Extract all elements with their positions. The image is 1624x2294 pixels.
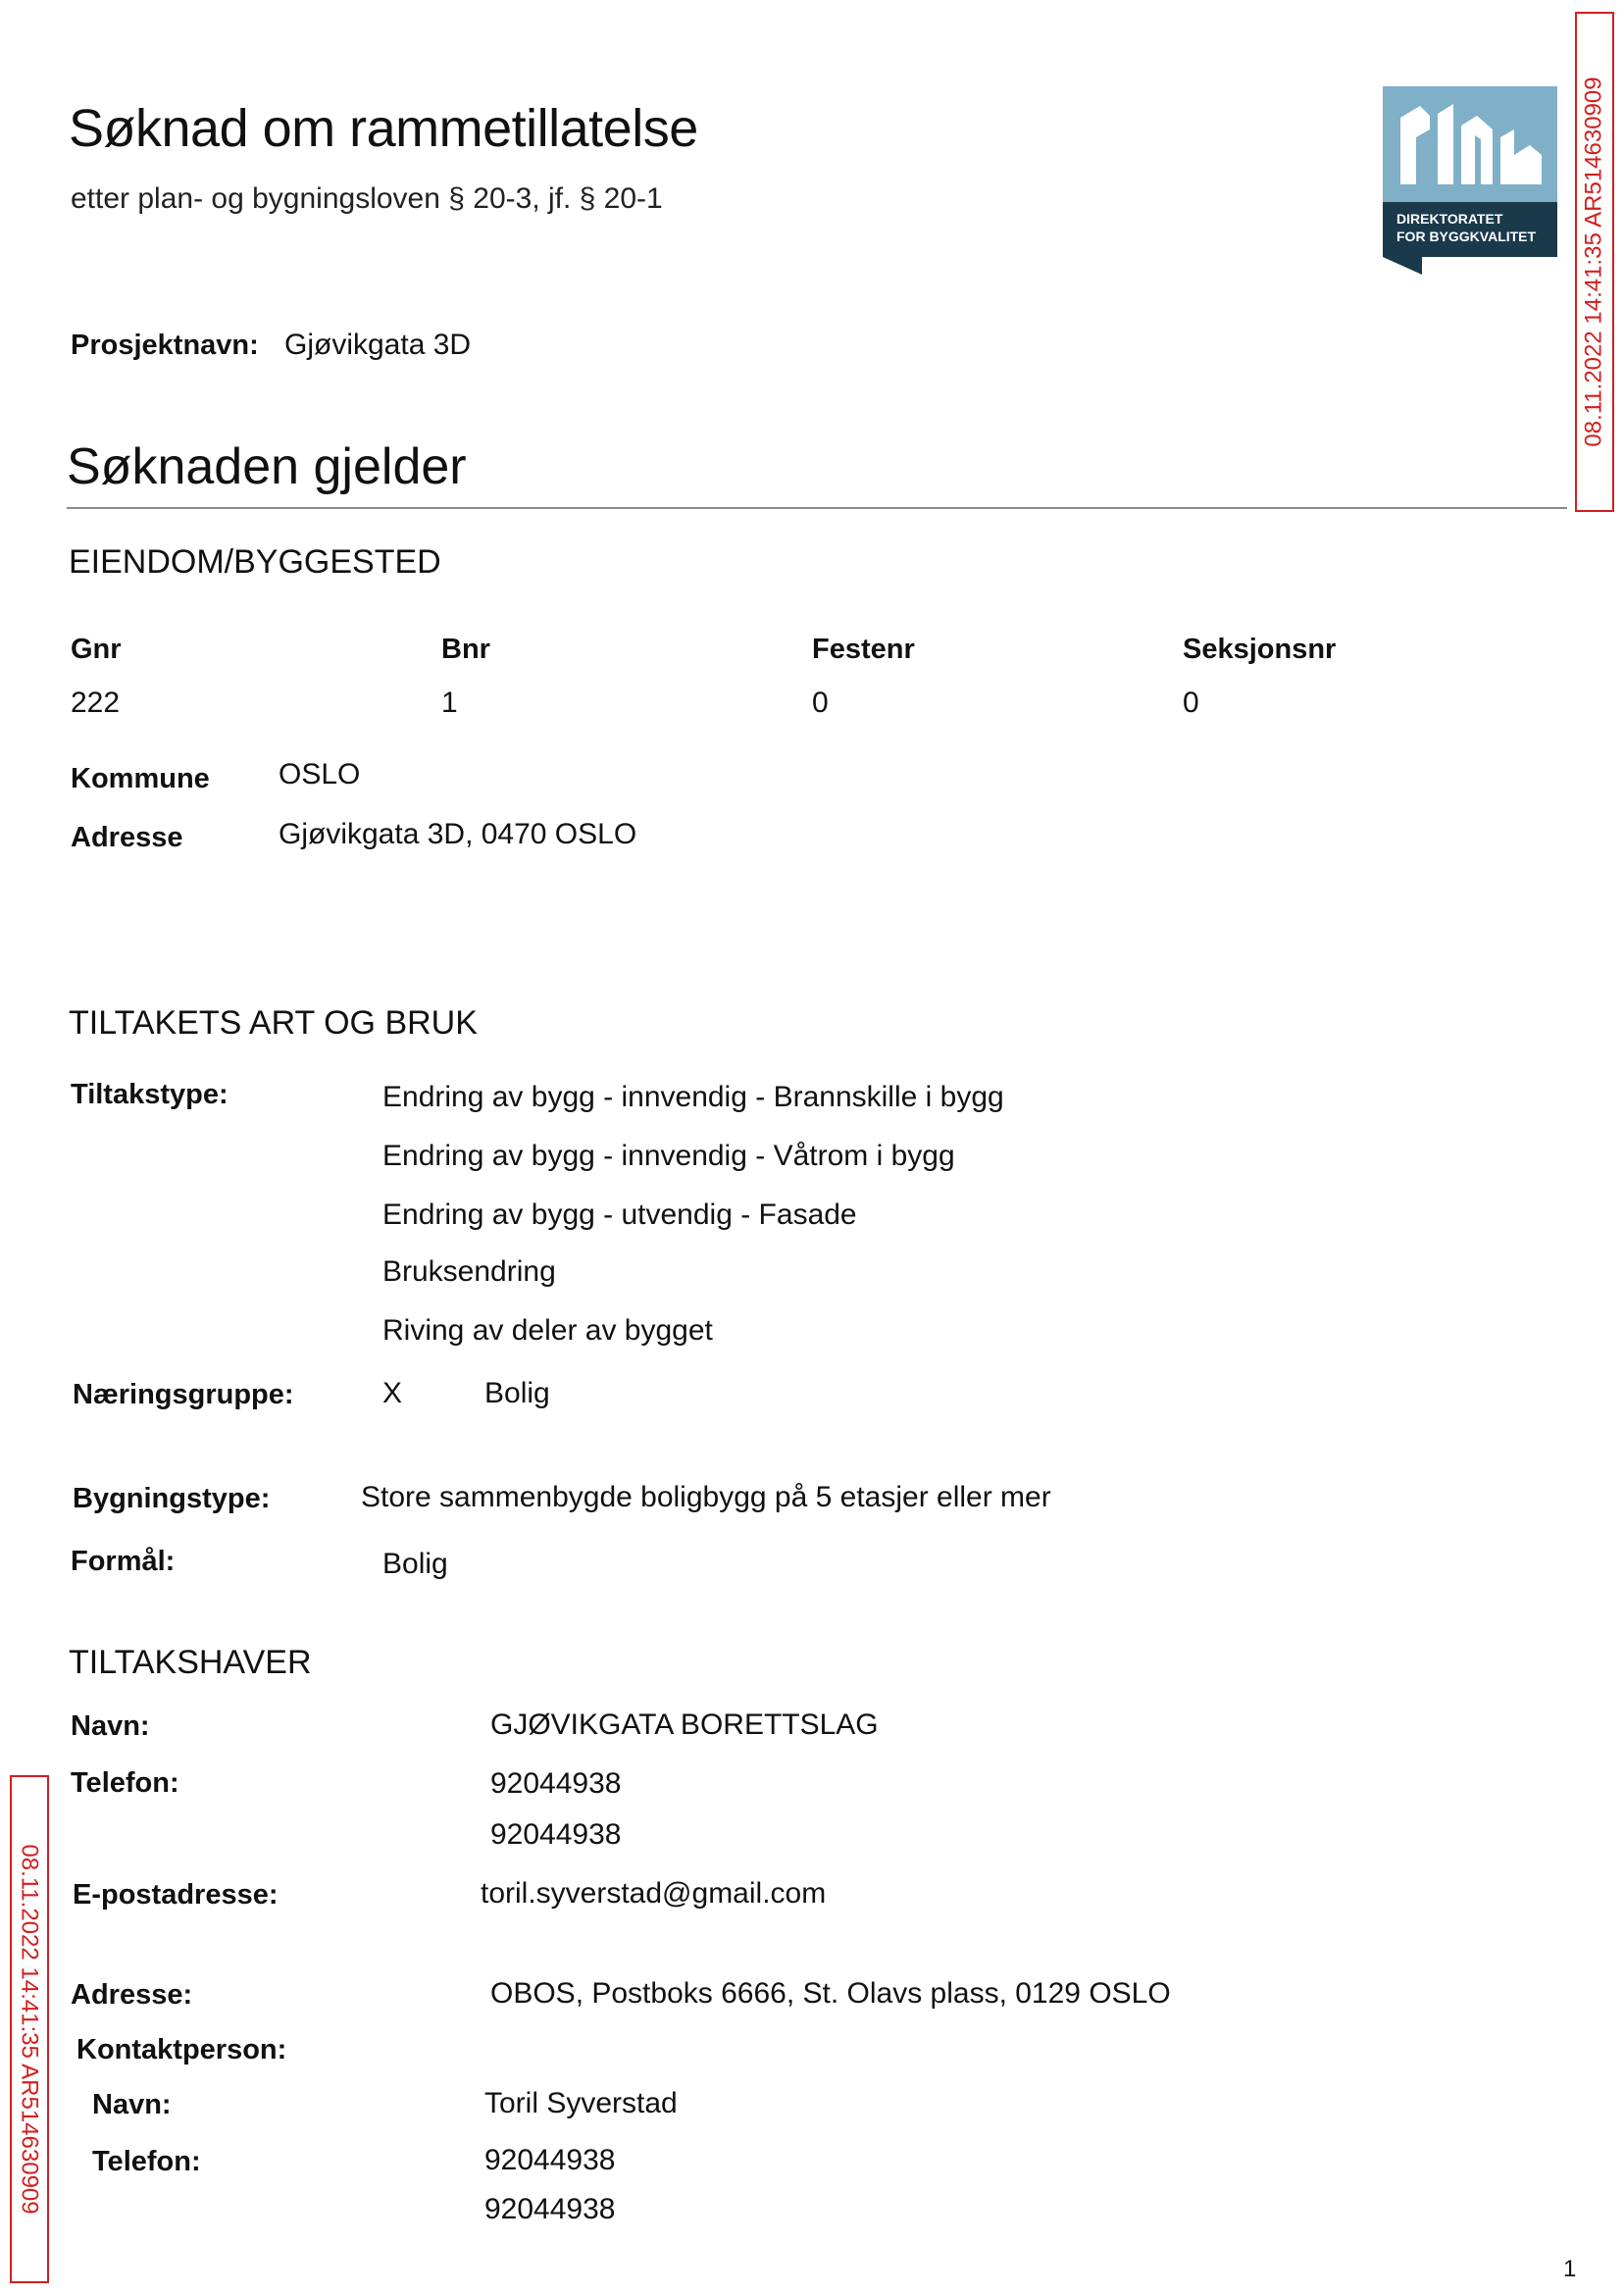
project-label: Prosjektnavn: <box>71 330 259 361</box>
adresse-label: Adresse <box>71 822 183 853</box>
owner-phone-1: 92044938 <box>490 1767 622 1800</box>
receipt-stamp-text: 08.11.2022 14:41:35 AR514630909 <box>1581 76 1607 447</box>
industry-value: Bolig <box>484 1377 550 1409</box>
logo-line-1: DIREKTORATET <box>1396 211 1503 227</box>
section-divider <box>67 507 1567 509</box>
kommune-label: Kommune <box>71 763 210 794</box>
measure-type-item: Riving av deler av bygget <box>382 1314 713 1347</box>
purpose-value: Bolig <box>382 1548 448 1580</box>
bnr-label: Bnr <box>441 634 490 665</box>
contact-phone-1: 92044938 <box>484 2144 616 2176</box>
measure-type-item: Endring av bygg - innvendig - Brannskille i bygg <box>382 1081 1004 1113</box>
property-heading: EIENDOM/BYGGESTED <box>69 543 441 581</box>
owner-phone-label: Telefon: <box>71 1767 179 1799</box>
contact-phone-2: 92044938 <box>484 2193 616 2225</box>
logo-line-2: FOR BYGGKVALITET <box>1396 229 1537 244</box>
receipt-stamp-top <box>1575 12 1614 512</box>
project-value: Gjøvikgata 3D <box>284 329 472 361</box>
page-number: 1 <box>1563 2256 1577 2282</box>
measure-type-label: Tiltakstype: <box>71 1079 228 1110</box>
contact-name-label: Navn: <box>92 2089 172 2120</box>
receipt-stamp-text: 08.11.2022 14:41:35 AR514630909 <box>17 1844 43 2215</box>
kommune-value: OSLO <box>279 758 361 790</box>
building-type-label: Bygningstype: <box>73 1483 271 1514</box>
measure-type-item: Bruksendring <box>382 1255 556 1288</box>
measure-type-item: Endring av bygg - utvendig - Fasade <box>382 1198 857 1231</box>
contact-name-value: Toril Syverstad <box>484 2087 678 2119</box>
gnr-label: Gnr <box>71 634 122 665</box>
seksjonsnr-value: 0 <box>1183 687 1199 719</box>
document-title: Søknad om rammetillatelse <box>69 99 698 158</box>
industry-label: Næringsgruppe: <box>73 1379 294 1410</box>
owner-email-value: toril.syverstad@gmail.com <box>481 1877 827 1910</box>
section-heading: Søknaden gjelder <box>67 438 467 495</box>
purpose-label: Formål: <box>71 1546 176 1577</box>
seksjonsnr-label: Seksjonsnr <box>1183 634 1337 665</box>
owner-heading: TILTAKSHAVER <box>69 1644 312 1681</box>
contact-person-label: Kontaktperson: <box>76 2034 287 2065</box>
festenr-value: 0 <box>812 687 829 719</box>
owner-email-label: E-postadresse: <box>73 1879 279 1911</box>
document-subtitle: etter plan- og bygningsloven § 20-3, jf. § 20-1 <box>71 182 663 215</box>
adresse-value: Gjøvikgata 3D, 0470 OSLO <box>279 818 637 850</box>
dibk-logo <box>1383 86 1557 275</box>
building-type-value: Store sammenbygde boligbygg på 5 etasjer eller mer <box>361 1481 1051 1513</box>
gnr-value: 222 <box>71 687 121 719</box>
owner-name-label: Navn: <box>71 1710 150 1742</box>
measure-type-item: Endring av bygg - innvendig - Våtrom i bygg <box>382 1140 955 1172</box>
owner-address-value: OBOS, Postboks 6666, St. Olavs plass, 0129 OSLO <box>490 1977 1171 2010</box>
industry-mark: X <box>382 1377 403 1409</box>
owner-address-label: Adresse: <box>71 1979 193 2011</box>
festenr-label: Festenr <box>812 634 915 665</box>
contact-phone-label: Telefon: <box>92 2146 201 2177</box>
receipt-stamp-bottom <box>10 1775 49 2283</box>
owner-phone-2: 92044938 <box>490 1818 622 1851</box>
owner-name-value: GJØVIKGATA BORETTSLAG <box>490 1708 879 1741</box>
measure-heading: TILTAKETS ART OG BRUK <box>69 1004 478 1042</box>
bnr-value: 1 <box>441 687 458 719</box>
